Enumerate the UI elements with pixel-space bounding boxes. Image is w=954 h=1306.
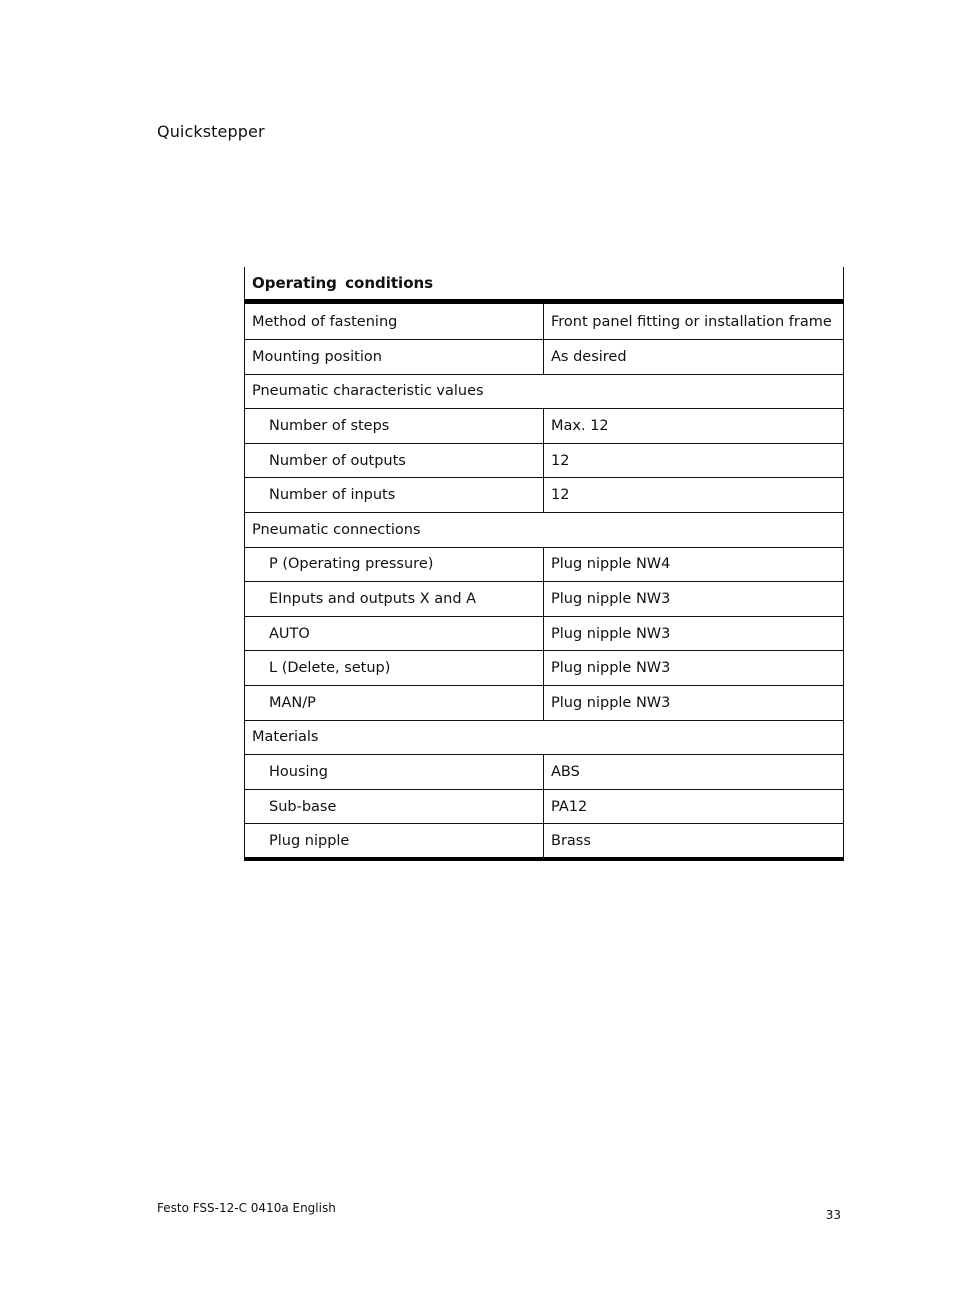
parameter-name: Housing xyxy=(245,755,544,789)
parameter-name: AUTO xyxy=(245,617,544,651)
table-group-row xyxy=(244,721,844,756)
parameter-value: PA12 xyxy=(551,798,588,815)
page-number: 33 xyxy=(825,1208,841,1222)
operating-conditions-table xyxy=(244,267,844,861)
table-row xyxy=(244,824,844,861)
parameter-value: ABS xyxy=(551,763,580,780)
running-header: Quickstepper xyxy=(157,122,265,141)
parameter-value: Max. 12 xyxy=(551,417,609,434)
table-group-row xyxy=(244,513,844,548)
parameter-value: Plug nipple NW4 xyxy=(551,556,671,573)
table-row xyxy=(244,340,844,375)
footer-document-id: Festo FSS-12-C 0410a English xyxy=(157,1201,336,1215)
parameter-value: 12 xyxy=(551,487,570,504)
parameter-name: MAN/P xyxy=(245,686,544,720)
group-label: Pneumatic connections xyxy=(252,521,421,538)
table-title: Operating conditions xyxy=(244,267,844,304)
table-row xyxy=(244,582,844,617)
parameter-value: Plug nipple NW3 xyxy=(551,660,671,677)
table-group-row xyxy=(244,375,844,410)
table-row xyxy=(244,617,844,652)
table-row xyxy=(244,686,844,721)
parameter-value: Plug nipple NW3 xyxy=(551,694,671,711)
table-row xyxy=(244,651,844,686)
table-row xyxy=(244,790,844,825)
parameter-name: EInputs and outputs X and A xyxy=(245,582,544,616)
parameter-name: Plug nipple xyxy=(245,824,544,857)
parameter-value: Plug nipple NW3 xyxy=(551,590,671,607)
table-body xyxy=(244,304,844,861)
parameter-value: Brass xyxy=(551,832,591,849)
parameter-name: Number of inputs xyxy=(245,478,544,512)
table-row xyxy=(244,548,844,583)
table-row xyxy=(244,304,844,340)
parameter-name: Number of steps xyxy=(245,409,544,443)
parameter-value: 12 xyxy=(551,452,570,469)
table-row xyxy=(244,444,844,479)
parameter-value: Front panel fitting or installation frame xyxy=(551,313,832,330)
parameter-name: L (Delete, setup) xyxy=(245,651,544,685)
parameter-name: Sub-base xyxy=(245,790,544,824)
table-row xyxy=(244,478,844,513)
group-label: Pneumatic characteristic values xyxy=(252,383,484,400)
parameter-value: Plug nipple NW3 xyxy=(551,625,671,642)
parameter-name: Method of fastening xyxy=(245,304,544,339)
parameter-name: P (Operating pressure) xyxy=(245,548,544,582)
parameter-name: Mounting position xyxy=(245,340,544,374)
group-label: Materials xyxy=(252,729,319,746)
table-row xyxy=(244,755,844,790)
table-row xyxy=(244,409,844,444)
parameter-name: Number of outputs xyxy=(245,444,544,478)
parameter-value: As desired xyxy=(551,348,627,365)
